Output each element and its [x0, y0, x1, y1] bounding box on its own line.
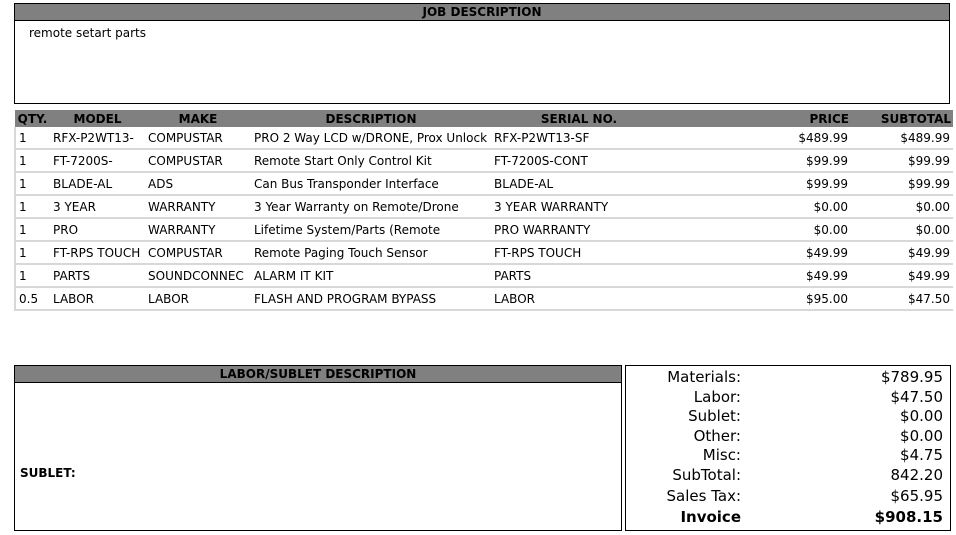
- subtotal-row: [626, 466, 950, 486]
- make-cell: SOUNDCONNEC: [145, 264, 251, 287]
- serial-cell: 3 YEAR WARRANTY: [491, 195, 667, 218]
- price-cell: $95.00: [667, 287, 851, 310]
- make-cell: COMPUSTAR: [145, 127, 251, 149]
- serial-cell: LABOR: [491, 287, 667, 310]
- make-cell: LABOR: [145, 287, 251, 310]
- labor-sublet-header: LABOR/SUBLET DESCRIPTION: [15, 366, 621, 383]
- subtotal-cell: $47.50: [851, 287, 953, 310]
- sales-tax-label: Sales Tax:: [666, 487, 741, 505]
- serial-cell: PRO WARRANTY: [491, 218, 667, 241]
- description-cell: PRO 2 Way LCD w/DRONE, Prox Unlock: [251, 127, 491, 149]
- table-row: [15, 127, 953, 149]
- description-cell: Remote Paging Touch Sensor: [251, 241, 491, 264]
- price-cell: $0.00: [667, 195, 851, 218]
- misc-label: Misc:: [702, 446, 741, 464]
- other-row: [626, 427, 950, 447]
- serial-cell: PARTS: [491, 264, 667, 287]
- sublet-value: $0.00: [900, 407, 943, 425]
- labor-value: $47.50: [890, 388, 943, 406]
- serial-cell: FT-7200S-CONT: [491, 149, 667, 172]
- make-cell: COMPUSTAR: [145, 241, 251, 264]
- qty-header: QTY.: [15, 110, 50, 127]
- subtotal-cell: $489.99: [851, 127, 953, 149]
- model-cell: RFX-P2WT13-: [50, 127, 145, 149]
- qty-cell: 1: [15, 195, 50, 218]
- table-row: [15, 172, 953, 195]
- items-header-row: [15, 110, 953, 127]
- model-cell: PARTS: [50, 264, 145, 287]
- description-cell: 3 Year Warranty on Remote/Drone: [251, 195, 491, 218]
- qty-cell: 1: [15, 149, 50, 172]
- misc-row: [626, 446, 950, 466]
- invoice-label: Invoice: [680, 508, 741, 526]
- subtotal-label: SubTotal:: [672, 466, 741, 484]
- invoice-value: $908.15: [874, 508, 943, 526]
- misc-value: $4.75: [900, 446, 943, 464]
- description-header: DESCRIPTION: [251, 110, 491, 127]
- description-cell: Remote Start Only Control Kit: [251, 149, 491, 172]
- items-table: [14, 110, 953, 311]
- qty-cell: 0.5: [15, 287, 50, 310]
- other-label: Other:: [693, 427, 741, 445]
- table-row: [15, 287, 953, 310]
- sublet-row: [626, 407, 950, 427]
- table-row: [15, 218, 953, 241]
- serial-cell: BLADE-AL: [491, 172, 667, 195]
- price-cell: $99.99: [667, 172, 851, 195]
- subtotal-cell: $49.99: [851, 241, 953, 264]
- make-cell: WARRANTY: [145, 218, 251, 241]
- subtotal-cell: $0.00: [851, 218, 953, 241]
- qty-cell: 1: [15, 241, 50, 264]
- subtotal-cell: $0.00: [851, 195, 953, 218]
- description-cell: FLASH AND PROGRAM BYPASS: [251, 287, 491, 310]
- sales-tax-value: $65.95: [890, 487, 943, 505]
- serial-header: SERIAL NO.: [491, 110, 667, 127]
- price-cell: $489.99: [667, 127, 851, 149]
- model-header: MODEL: [50, 110, 145, 127]
- make-cell: COMPUSTAR: [145, 149, 251, 172]
- model-cell: BLADE-AL: [50, 172, 145, 195]
- materials-label: Materials:: [667, 368, 741, 386]
- job-description-box: [14, 3, 950, 104]
- qty-cell: 1: [15, 127, 50, 149]
- materials-value: $789.95: [880, 368, 943, 386]
- invoice-row: [626, 508, 950, 528]
- subtotal-value: 842.20: [890, 466, 943, 484]
- price-cell: $49.99: [667, 241, 851, 264]
- model-cell: FT-RPS TOUCH: [50, 241, 145, 264]
- price-cell: $49.99: [667, 264, 851, 287]
- serial-cell: RFX-P2WT13-SF: [491, 127, 667, 149]
- model-cell: 3 YEAR: [50, 195, 145, 218]
- job-description-header: JOB DESCRIPTION: [15, 4, 949, 21]
- description-cell: Lifetime System/Parts (Remote: [251, 218, 491, 241]
- price-header: PRICE: [667, 110, 851, 127]
- labor-sublet-box: [14, 365, 622, 531]
- qty-cell: 1: [15, 172, 50, 195]
- serial-cell: FT-RPS TOUCH: [491, 241, 667, 264]
- make-cell: ADS: [145, 172, 251, 195]
- labor-row: [626, 388, 950, 408]
- subtotal-cell: $99.99: [851, 172, 953, 195]
- job-description-text: remote setart parts: [29, 26, 146, 40]
- table-row: [15, 264, 953, 287]
- sublet-label: SUBLET:: [20, 466, 76, 480]
- sales-tax-row: [626, 487, 950, 507]
- model-cell: PRO: [50, 218, 145, 241]
- qty-cell: 1: [15, 264, 50, 287]
- subtotal-cell: $99.99: [851, 149, 953, 172]
- description-cell: Can Bus Transponder Interface: [251, 172, 491, 195]
- totals-box: [625, 365, 951, 531]
- table-row: [15, 149, 953, 172]
- materials-row: [626, 368, 950, 388]
- table-row: [15, 241, 953, 264]
- labor-label: Labor:: [693, 388, 741, 406]
- description-cell: ALARM IT KIT: [251, 264, 491, 287]
- model-cell: LABOR: [50, 287, 145, 310]
- make-header: MAKE: [145, 110, 251, 127]
- sublet-total-label: Sublet:: [688, 407, 741, 425]
- qty-cell: 1: [15, 218, 50, 241]
- subtotal-cell: $49.99: [851, 264, 953, 287]
- table-row: [15, 195, 953, 218]
- other-value: $0.00: [900, 427, 943, 445]
- price-cell: $0.00: [667, 218, 851, 241]
- subtotal-header: SUBTOTAL: [851, 110, 953, 127]
- model-cell: FT-7200S-: [50, 149, 145, 172]
- price-cell: $99.99: [667, 149, 851, 172]
- make-cell: WARRANTY: [145, 195, 251, 218]
